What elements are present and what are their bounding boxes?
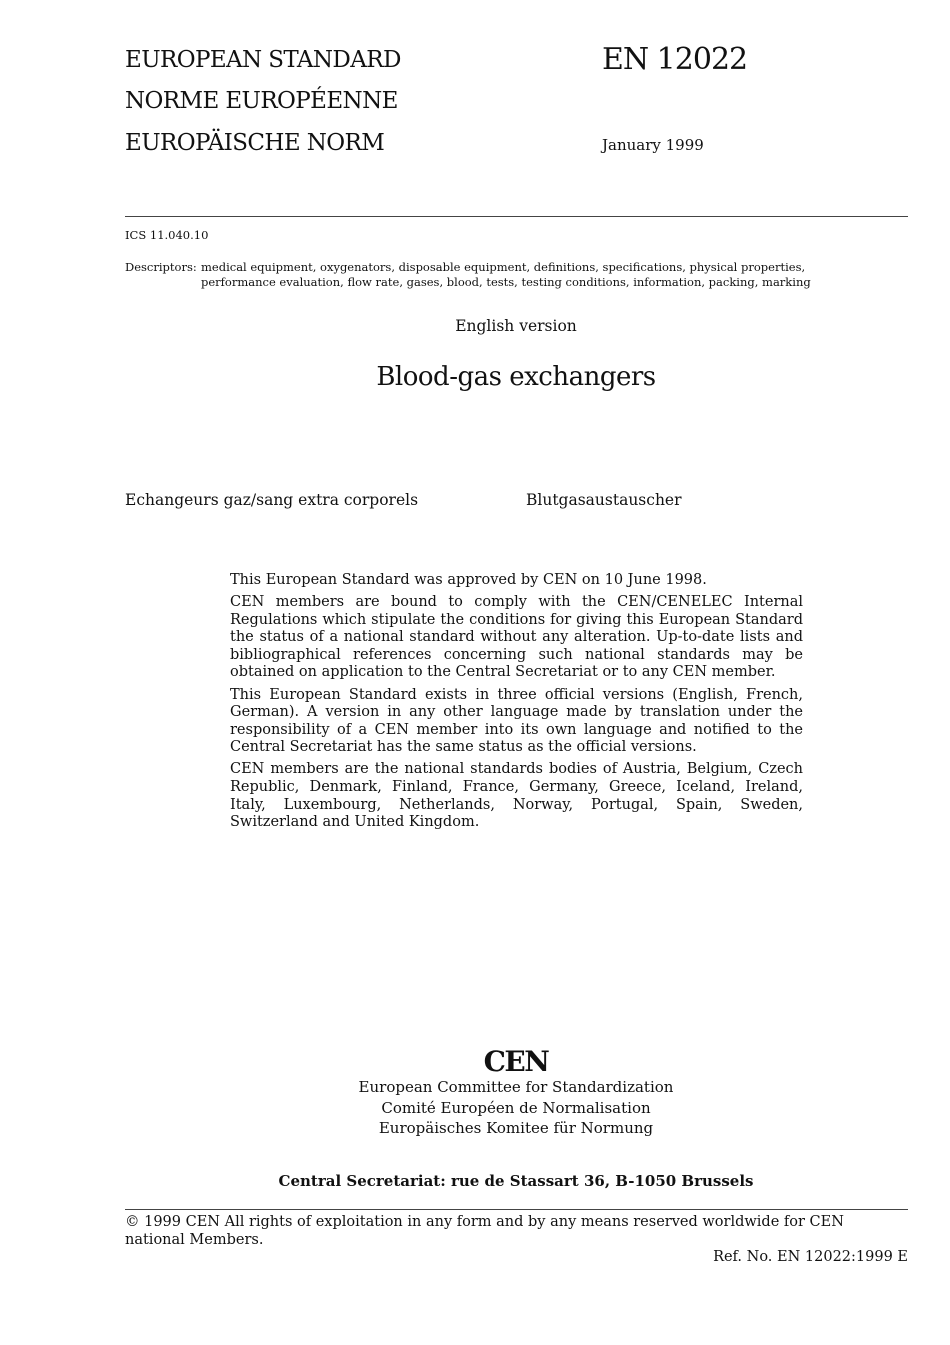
approval-paragraph: This European Standard was approved by CEN on 10 June 1998. bbox=[230, 572, 707, 588]
version-label: English version bbox=[455, 317, 577, 335]
versions-paragraph: This European Standard exists in three official versions (English, French, German). A version in any other language made by translation under the responsibility of a CEN member into its own language and notified to the Central Secretariat has the same status as the official versions. bbox=[230, 686, 803, 756]
cen-name-french: Comité Européen de Normalisation bbox=[381, 1098, 651, 1117]
descriptors-label: Descriptors: bbox=[125, 260, 197, 274]
members-paragraph: CEN members are the national standards bodies of Austria, Belgium, Czech Republic, Denmark, Finland, France, Germany, Greece, Iceland, Ireland, Italy, Luxembourg, Netherlands, Norway, Portugal, Spain, Sweden, Switzerland and United Kingdom. bbox=[230, 761, 803, 831]
reference-number: Ref. No. EN 12022:1999 E bbox=[713, 1249, 908, 1265]
approval-notice bbox=[230, 572, 803, 836]
title-english: EUROPEAN STANDARD bbox=[125, 47, 401, 73]
cen-name-german: Europäisches Komitee für Normung bbox=[378, 1119, 654, 1137]
descriptors-line-1: medical equipment, oxygenators, disposable equipment, definitions, specifications, physical properties, bbox=[201, 260, 806, 274]
german-title: Blutgasaustauscher bbox=[526, 491, 682, 509]
ics-code: ICS 11.040.10 bbox=[125, 228, 209, 242]
cen-identity bbox=[0, 1047, 950, 1139]
footer-divider bbox=[125, 1209, 908, 1210]
header-divider bbox=[125, 216, 908, 217]
cen-name-english: European Committee for Standardization bbox=[358, 1078, 674, 1096]
cen-logo: CEN bbox=[483, 1045, 549, 1078]
french-title: Echangeurs gaz/sang extra corporels bbox=[125, 491, 419, 509]
publication-date: January 1999 bbox=[602, 136, 704, 154]
descriptors-text bbox=[201, 260, 811, 290]
secretariat-address: Central Secretariat: rue de Stassart 36, B-1050 Brussels bbox=[278, 1172, 754, 1190]
copyright-notice: © 1999 CEN All rights of exploitation in any form and by any means reserved worldwide for CEN national Members. bbox=[125, 1214, 844, 1248]
descriptors-line-2: performance evaluation, flow rate, gases, blood, tests, testing conditions, information, packing, marking bbox=[201, 275, 811, 289]
standard-number: EN 12022 bbox=[602, 42, 748, 77]
title-french: NORME EUROPÉENNE bbox=[125, 88, 398, 114]
document-title: Blood-gas exchangers bbox=[376, 362, 656, 392]
title-german: EUROPÄISCHE NORM bbox=[125, 130, 385, 156]
compliance-paragraph: CEN members are bound to comply with the CEN/CENELEC Internal Regulations which stipulate the conditions for giving this European Standard the status of a national standard without any alteration. Up-to-date lists and bibliographical references concerning such national standards may be obtained on application to the Central Secretariat or to any CEN member. bbox=[230, 594, 803, 681]
